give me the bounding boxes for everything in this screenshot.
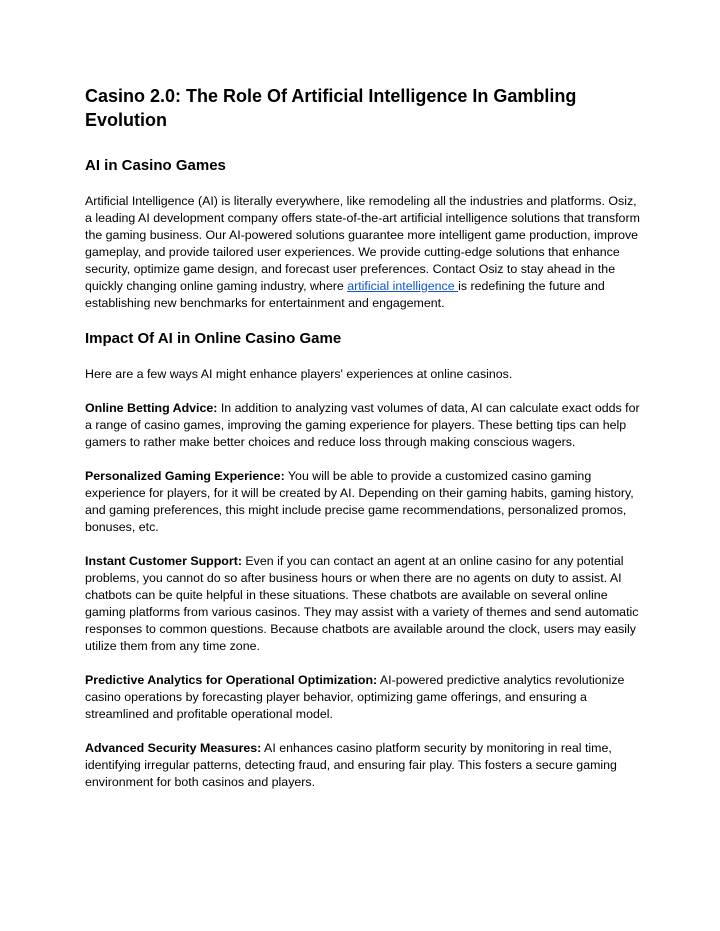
impact-item-advanced-security: [85, 740, 645, 791]
impact-item-label: Instant Customer Support:: [85, 554, 242, 568]
impact-item-label: Predictive Analytics for Operational Optimization:: [85, 673, 378, 687]
intro-paragraph: [85, 193, 645, 312]
section-heading-impact-of-ai: Impact Of AI in Online Casino Game: [85, 330, 342, 347]
impact-item-text: AI-powered predictive analytics revolutionize casino operations by forecasting player behavior, optimizing game offerings, and ensuring a streamlined and profitable operational model.: [85, 673, 625, 721]
impact-item-text: AI enhances casino platform security by monitoring in real time, identifying irregular patterns, detecting fraud, and ensuring fair play. This fosters a secure gaming environment for both casinos and players.: [85, 741, 617, 789]
intro-text-after-link: is redefining the future and establishing new benchmarks for entertainment and engagement.: [85, 279, 605, 310]
impact-item-label: Online Betting Advice:: [85, 401, 218, 415]
impact-lead-paragraph: Here are a few ways AI might enhance players' experiences at online casinos.: [85, 367, 513, 381]
impact-item-instant-customer-support: [85, 553, 645, 655]
impact-item-label: Personalized Gaming Experience:: [85, 469, 285, 483]
impact-item-predictive-analytics: [85, 672, 645, 723]
impact-item-label: Advanced Security Measures:: [85, 741, 262, 755]
impact-item-personalized-gaming: [85, 468, 645, 536]
impact-item-text: You will be able to provide a customized casino gaming experience for players, for it will be created by AI. Depending on their gaming habits, gaming history, and gaming preferences, this might include precise game recommendations, personalized promos, bonuses, etc.: [85, 469, 634, 534]
intro-text-before-link: Artificial Intelligence (AI) is literally everywhere, like remodeling all the industries and platforms. Osiz, a leading AI development company offers state-of-the-art artificial intelligence solutions that transform the gaming business. Our AI-powered solutions guarantee more intelligent game production, improve gameplay, and provide tailored user experiences. We provide cutting-edge solutions that enhance security, optimize game design, and forecast user preferences. Contact Osiz to stay ahead in the quickly changing online gaming industry, where: [85, 194, 640, 293]
section-heading-ai-in-casino-games: AI in Casino Games: [85, 157, 226, 174]
artificial-intelligence-link[interactable]: artificial intelligence: [347, 279, 459, 293]
impact-item-text: In addition to analyzing vast volumes of data, AI can calculate exact odds for a range of casino games, improving the gaming experience for players. These betting tips can help gamers to rather make better choices and reduce loss through making conscious wagers.: [85, 401, 640, 449]
impact-item-online-betting-advice: [85, 400, 645, 451]
document-page: [85, 84, 645, 791]
impact-item-text: Even if you can contact an agent at an online casino for any potential problems, you cannot do so after business hours or when there are no agents on duty to assist. AI chatbots can be quite helpful in these situations. These chatbots are available on several online gaming platforms from various casinos. They may assist with a variety of themes and send automatic responses to common questions. Because chatbots are available around the clock, users may easily utilize them from any time zone.: [85, 554, 639, 653]
document-title: Casino 2.0: The Role Of Artificial Intelligence In Gambling Evolution: [85, 86, 577, 130]
